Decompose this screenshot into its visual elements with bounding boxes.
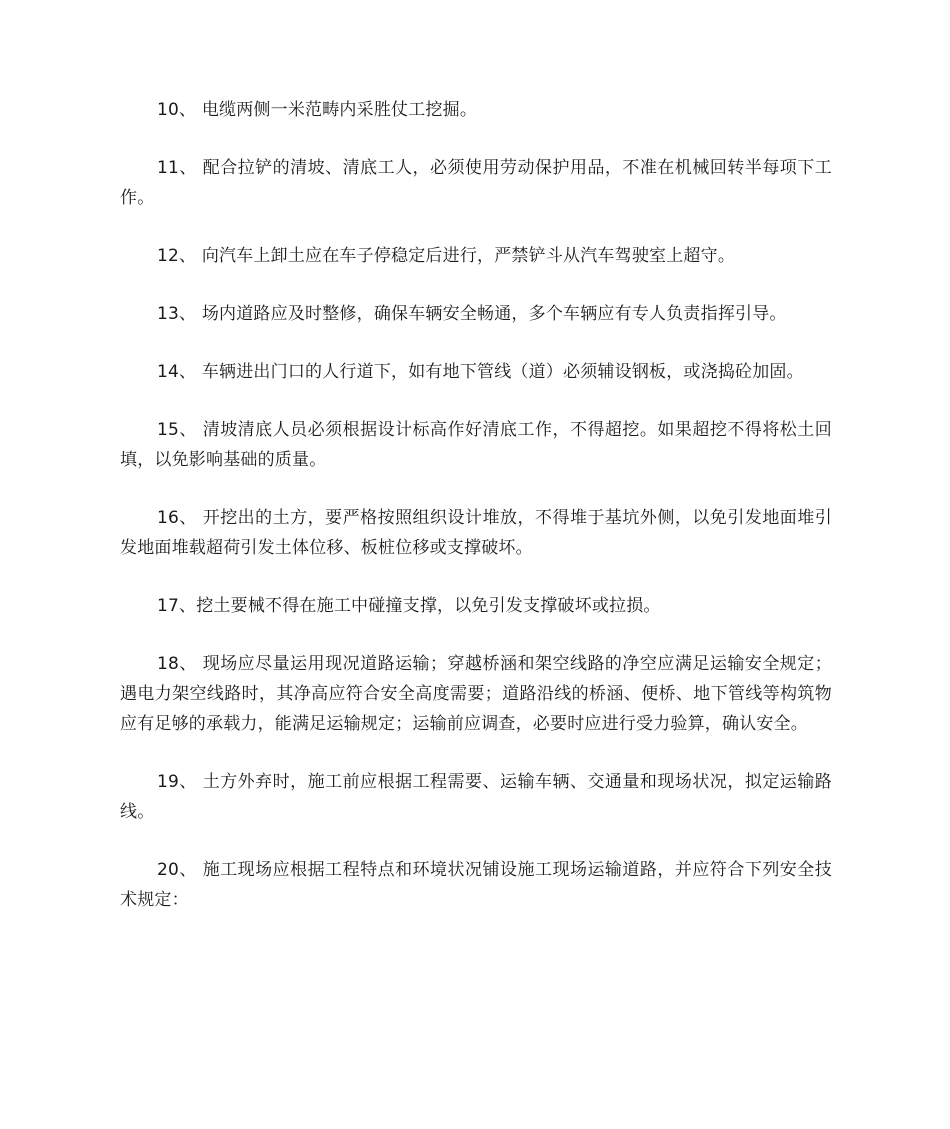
- paragraph-item-13: 13、 场内道路应及时整修，确保车辆安全畅通，多个车辆应有专人负责指挥引导。: [157, 304, 787, 324]
- paragraph-item-19: 19、 土方外弃时，施工前应根据工程需要、运输车辆、交通量和现场状况，拟定运输路线。: [120, 772, 832, 822]
- paragraph-item-14: 14、 车辆进出门口的人行道下，如有地下管线（道）必须辅设钢板，或浇捣砼加固。: [157, 362, 804, 382]
- paragraph-item-20: 20、 施工现场应根据工程特点和环境状况铺设施工现场运输道路，并应符合下列安全技术规定：: [120, 860, 832, 910]
- document-body: [120, 95, 832, 943]
- paragraph-item-10: 10、 电缆两侧一米范畴内采胜仗工挖掘。: [157, 100, 478, 120]
- paragraph-item-17: 17、挖土要械不得在施工中碰撞支撑，以免引发支撑破坏或拉损。: [157, 596, 661, 616]
- paragraph-item-15: 15、 清坡清底人员必须根据设计标高作好清底工作，不得超挖。如果超挖不得将松土回填，以免影响基础的质量。: [120, 420, 832, 470]
- paragraph-item-18: 18、 现场应尽量运用现况道路运输；穿越桥涵和架空线路的净空应满足运输安全规定；遇电力架空线路时，其净高应符合安全高度需要；道路沿线的桥涵、便桥、地下管线等构筑物应有足够的承载力，能满足运输规定；运输前应调查，必要时应进行受力验算，确认安全。: [120, 654, 832, 734]
- paragraph-item-11: 11、 配合拉铲的清坡、清底工人，必须使用劳动保护用品，不准在机械回转半每项下工作。: [120, 158, 832, 208]
- paragraph-item-12: 12、 向汽车上卸土应在车子停稳定后进行，严禁铲斗从汽车驾驶室上超守。: [157, 246, 736, 266]
- paragraph-item-16: 16、 开挖出的土方，要严格按照组织设计堆放，不得堆于基坑外侧，以免引发地面堆引发地面堆载超荷引发土体位移、板桩位移或支撑破坏。: [120, 508, 832, 558]
